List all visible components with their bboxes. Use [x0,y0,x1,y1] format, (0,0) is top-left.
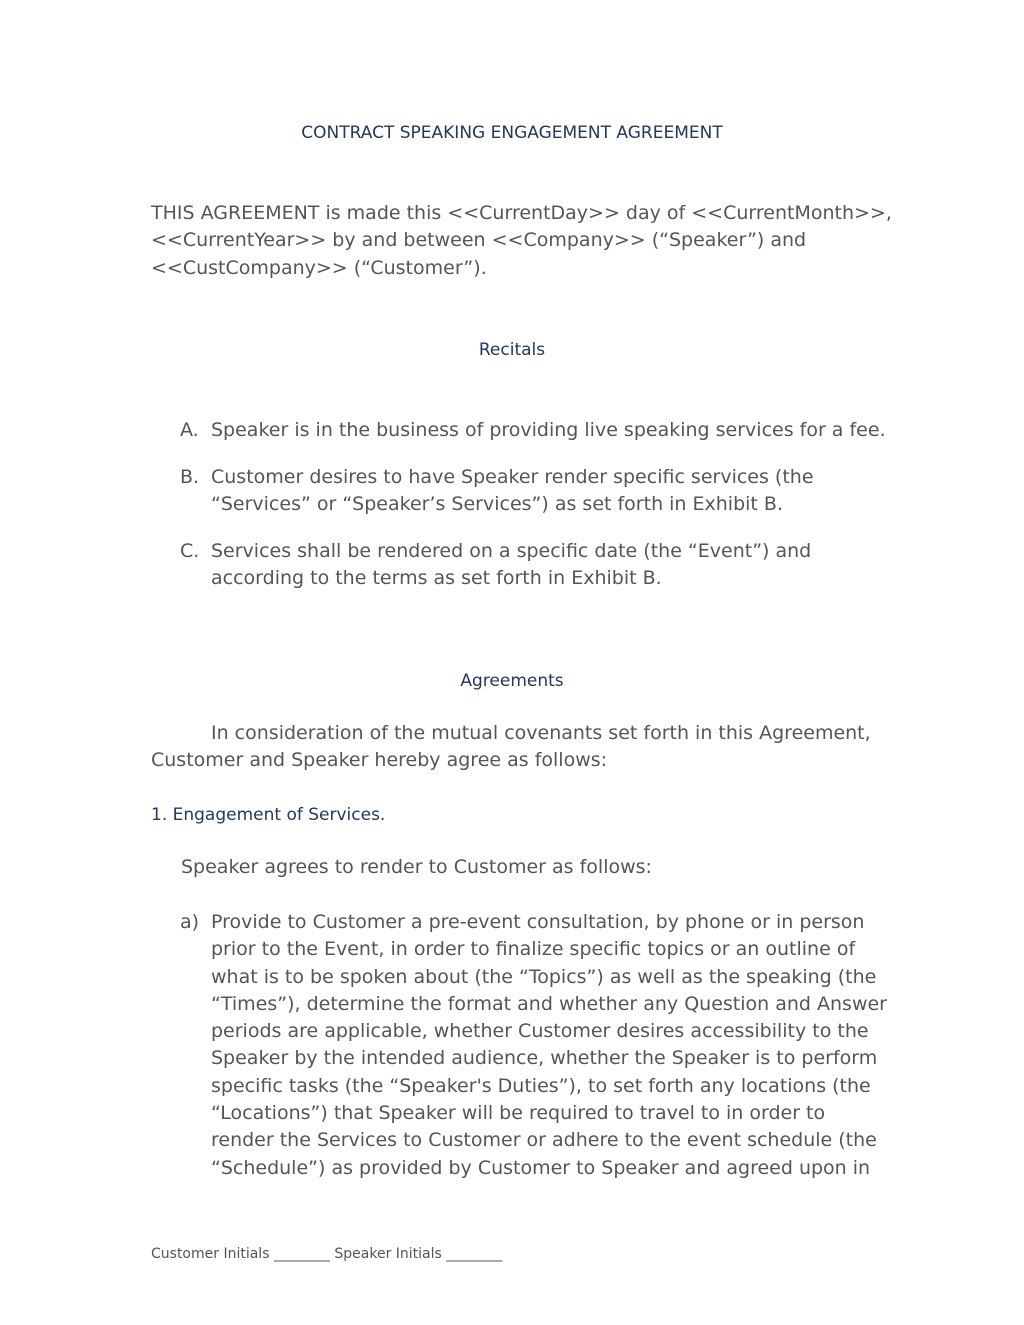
item-a-line: “Schedule”) as provided by Customer to Speaker and agreed upon in [211,1156,871,1179]
intro-line: <<CurrentYear>> by and between <<Company>> (“Speaker”) and [151,229,807,252]
recital-line: according to the terms as set forth in Exhibit B. [211,567,662,590]
recital-line: Speaker is in the business of providing live speaking services for a fee. [211,419,886,441]
recital-marker: B. [180,466,200,488]
recital-line: “Services” or “Speaker’s Services”) as set forth in Exhibit B. [211,493,783,516]
item-a-paragraph [211,909,887,1182]
recital-marker: A. [180,419,199,441]
recitals-heading: Recitals [478,340,546,360]
document-title: CONTRACT SPEAKING ENGAGEMENT AGREEMENT [301,123,723,143]
item-a-line: Speaker by the intended audience, whether the Speaker is to perform [211,1047,878,1070]
item-a-line: prior to the Event, in order to finalize specific topics or an outline of [211,938,856,961]
recital-line: Services shall be rendered on a specific date (the “Event”) and [211,540,812,562]
intro-line: <<CustCompany>> (“Customer”). [151,256,487,279]
agreements-intro-line: Customer and Speaker hereby agree as follows: [151,749,608,772]
recital-item [211,417,886,444]
recital-item [211,538,811,593]
recital-line: Customer desires to have Speaker render specific services (the [211,466,814,488]
intro-paragraph [151,200,892,282]
recital-item [211,464,814,519]
recital-marker: C. [180,540,200,562]
agreements-intro-paragraph [151,720,871,775]
item-a-line: periods are applicable, whether Customer desires accessibility to the [211,1020,869,1043]
section-1-lead [181,854,652,881]
item-a-line: “Times”), determine the format and whether any Question and Answer [211,992,887,1015]
section-1-heading: 1. Engagement of Services. [151,805,386,825]
agreements-heading: Agreements [460,671,564,691]
item-a-line: specific tasks (the “Speaker's Duties”), to set forth any locations (the [211,1074,871,1097]
item-a-line: render the Services to Customer or adhere to the event schedule (the [211,1129,877,1152]
initials-footer: Customer Initials ________ Speaker Initials ________ [151,1246,503,1262]
intro-line: THIS AGREEMENT is made this <<CurrentDay>> day of <<CurrentMonth>>, [151,202,892,224]
section-1-lead-line: Speaker agrees to render to Customer as follows: [181,856,652,878]
item-a-line: “Locations”) that Speaker will be required to travel to in order to [211,1102,826,1125]
agreements-intro-line: In consideration of the mutual covenants set forth in this Agreement, [211,722,871,744]
item-a-line: what is to be spoken about (the “Topics”) as well as the speaking (the [211,965,877,988]
item-a-marker: a) [180,911,200,933]
item-a-line: Provide to Customer a pre-event consultation, by phone or in person [211,911,865,933]
